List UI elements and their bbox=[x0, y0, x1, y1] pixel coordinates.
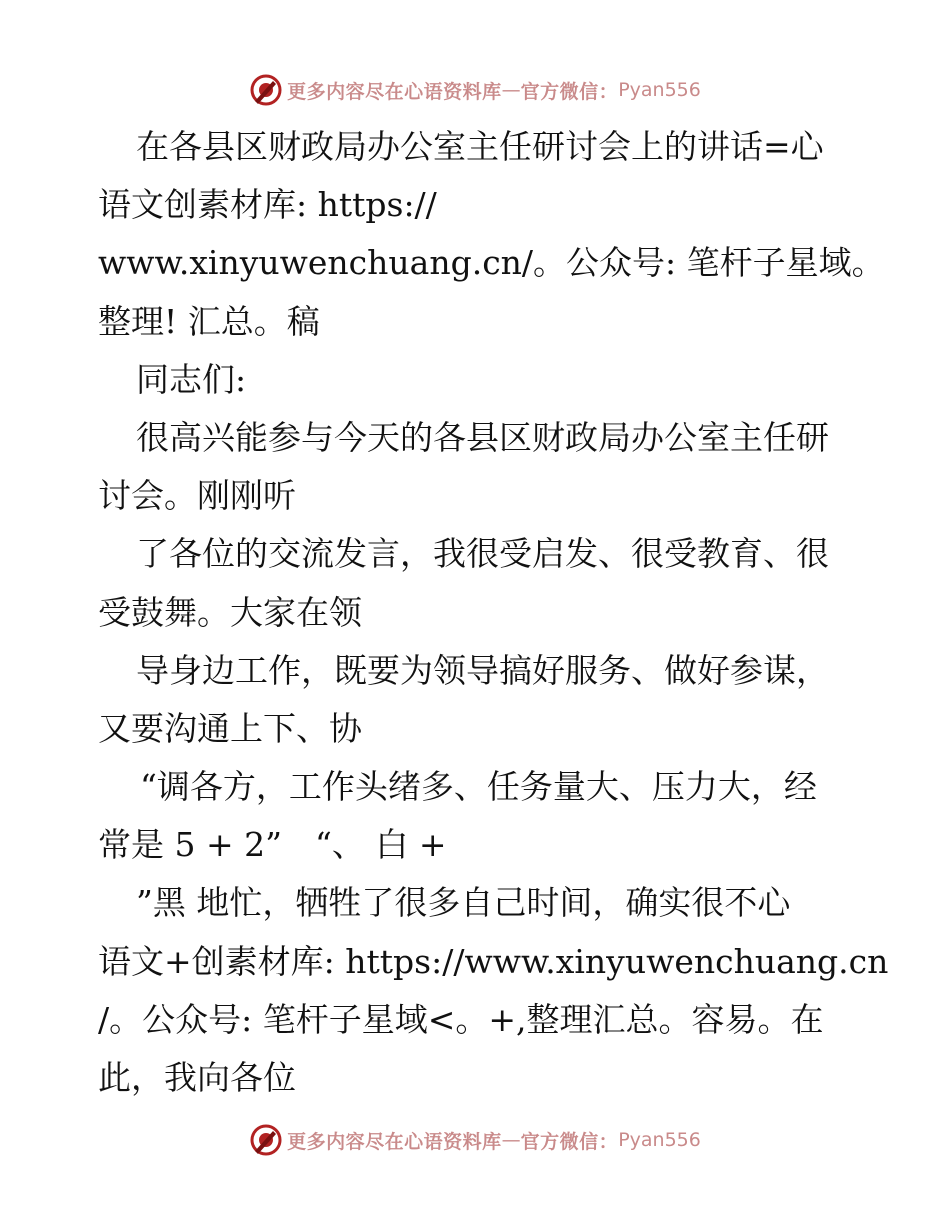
paragraph-line: ”黑 地忙，牺牲了很多自己时间，确实很不心 bbox=[136, 883, 791, 923]
paragraph-line: 导身边工作，既要为领导搞好服务、做好参谋， bbox=[136, 650, 829, 690]
banner-text: 更多内容尽在心语资料库 bbox=[287, 80, 502, 103]
paragraph-line: /。公众号: 笔杆子星域<。+,整理汇总。容易。在 bbox=[98, 999, 824, 1039]
footer-banner bbox=[0, 1120, 950, 1160]
paragraph-line: “调各方，工作头绪多、任务量大、压力大，经 bbox=[140, 767, 817, 807]
paragraph-line: 又要沟通上下、协 bbox=[98, 708, 362, 748]
title-line-4: 整理! 汇总。稿 bbox=[98, 301, 320, 341]
pen-logo-icon bbox=[249, 1123, 283, 1157]
title-line-1: 在各县区财政局办公室主任研讨会上的讲话=心 bbox=[136, 127, 824, 166]
header-banner bbox=[0, 70, 950, 110]
title-line-2: 语文创素材库: https:// bbox=[98, 185, 437, 225]
paragraph-line: 此，我向各位 bbox=[98, 1058, 296, 1097]
paragraph-line: 了各位的交流发言，我很受启发、很受教育、很 bbox=[136, 534, 829, 574]
document-body bbox=[98, 118, 889, 1107]
paragraph-line: 很高兴能参与今天的各县区财政局办公室主任研 bbox=[136, 417, 829, 457]
paragraph-line: 讨会。刚刚听 bbox=[98, 476, 296, 516]
paragraph-line: 受鼓舞。大家在领 bbox=[98, 592, 362, 632]
banner-separator: — bbox=[501, 79, 521, 101]
banner-wechat-label: 官方微信： bbox=[520, 1130, 619, 1153]
salutation: 同志们: bbox=[136, 359, 247, 399]
title-line-3: www.xinyuwenchuang.cn/。公众号: 笔杆子星域。 bbox=[98, 243, 885, 283]
paragraph-line: 常是 5 + 2” “、 白 + bbox=[98, 825, 447, 865]
paragraph-line: 语文+创素材库: https://www.xinyuwenchuang.cn bbox=[98, 941, 889, 981]
banner-text: 更多内容尽在心语资料库 bbox=[287, 1130, 502, 1153]
banner-wechat-label: 官方微信： bbox=[520, 80, 619, 103]
banner-wechat-id: Pyan556 bbox=[618, 79, 701, 101]
banner-separator: — bbox=[501, 1129, 521, 1151]
banner-wechat-id: Pyan556 bbox=[618, 1129, 701, 1151]
pen-logo-icon bbox=[249, 73, 283, 107]
